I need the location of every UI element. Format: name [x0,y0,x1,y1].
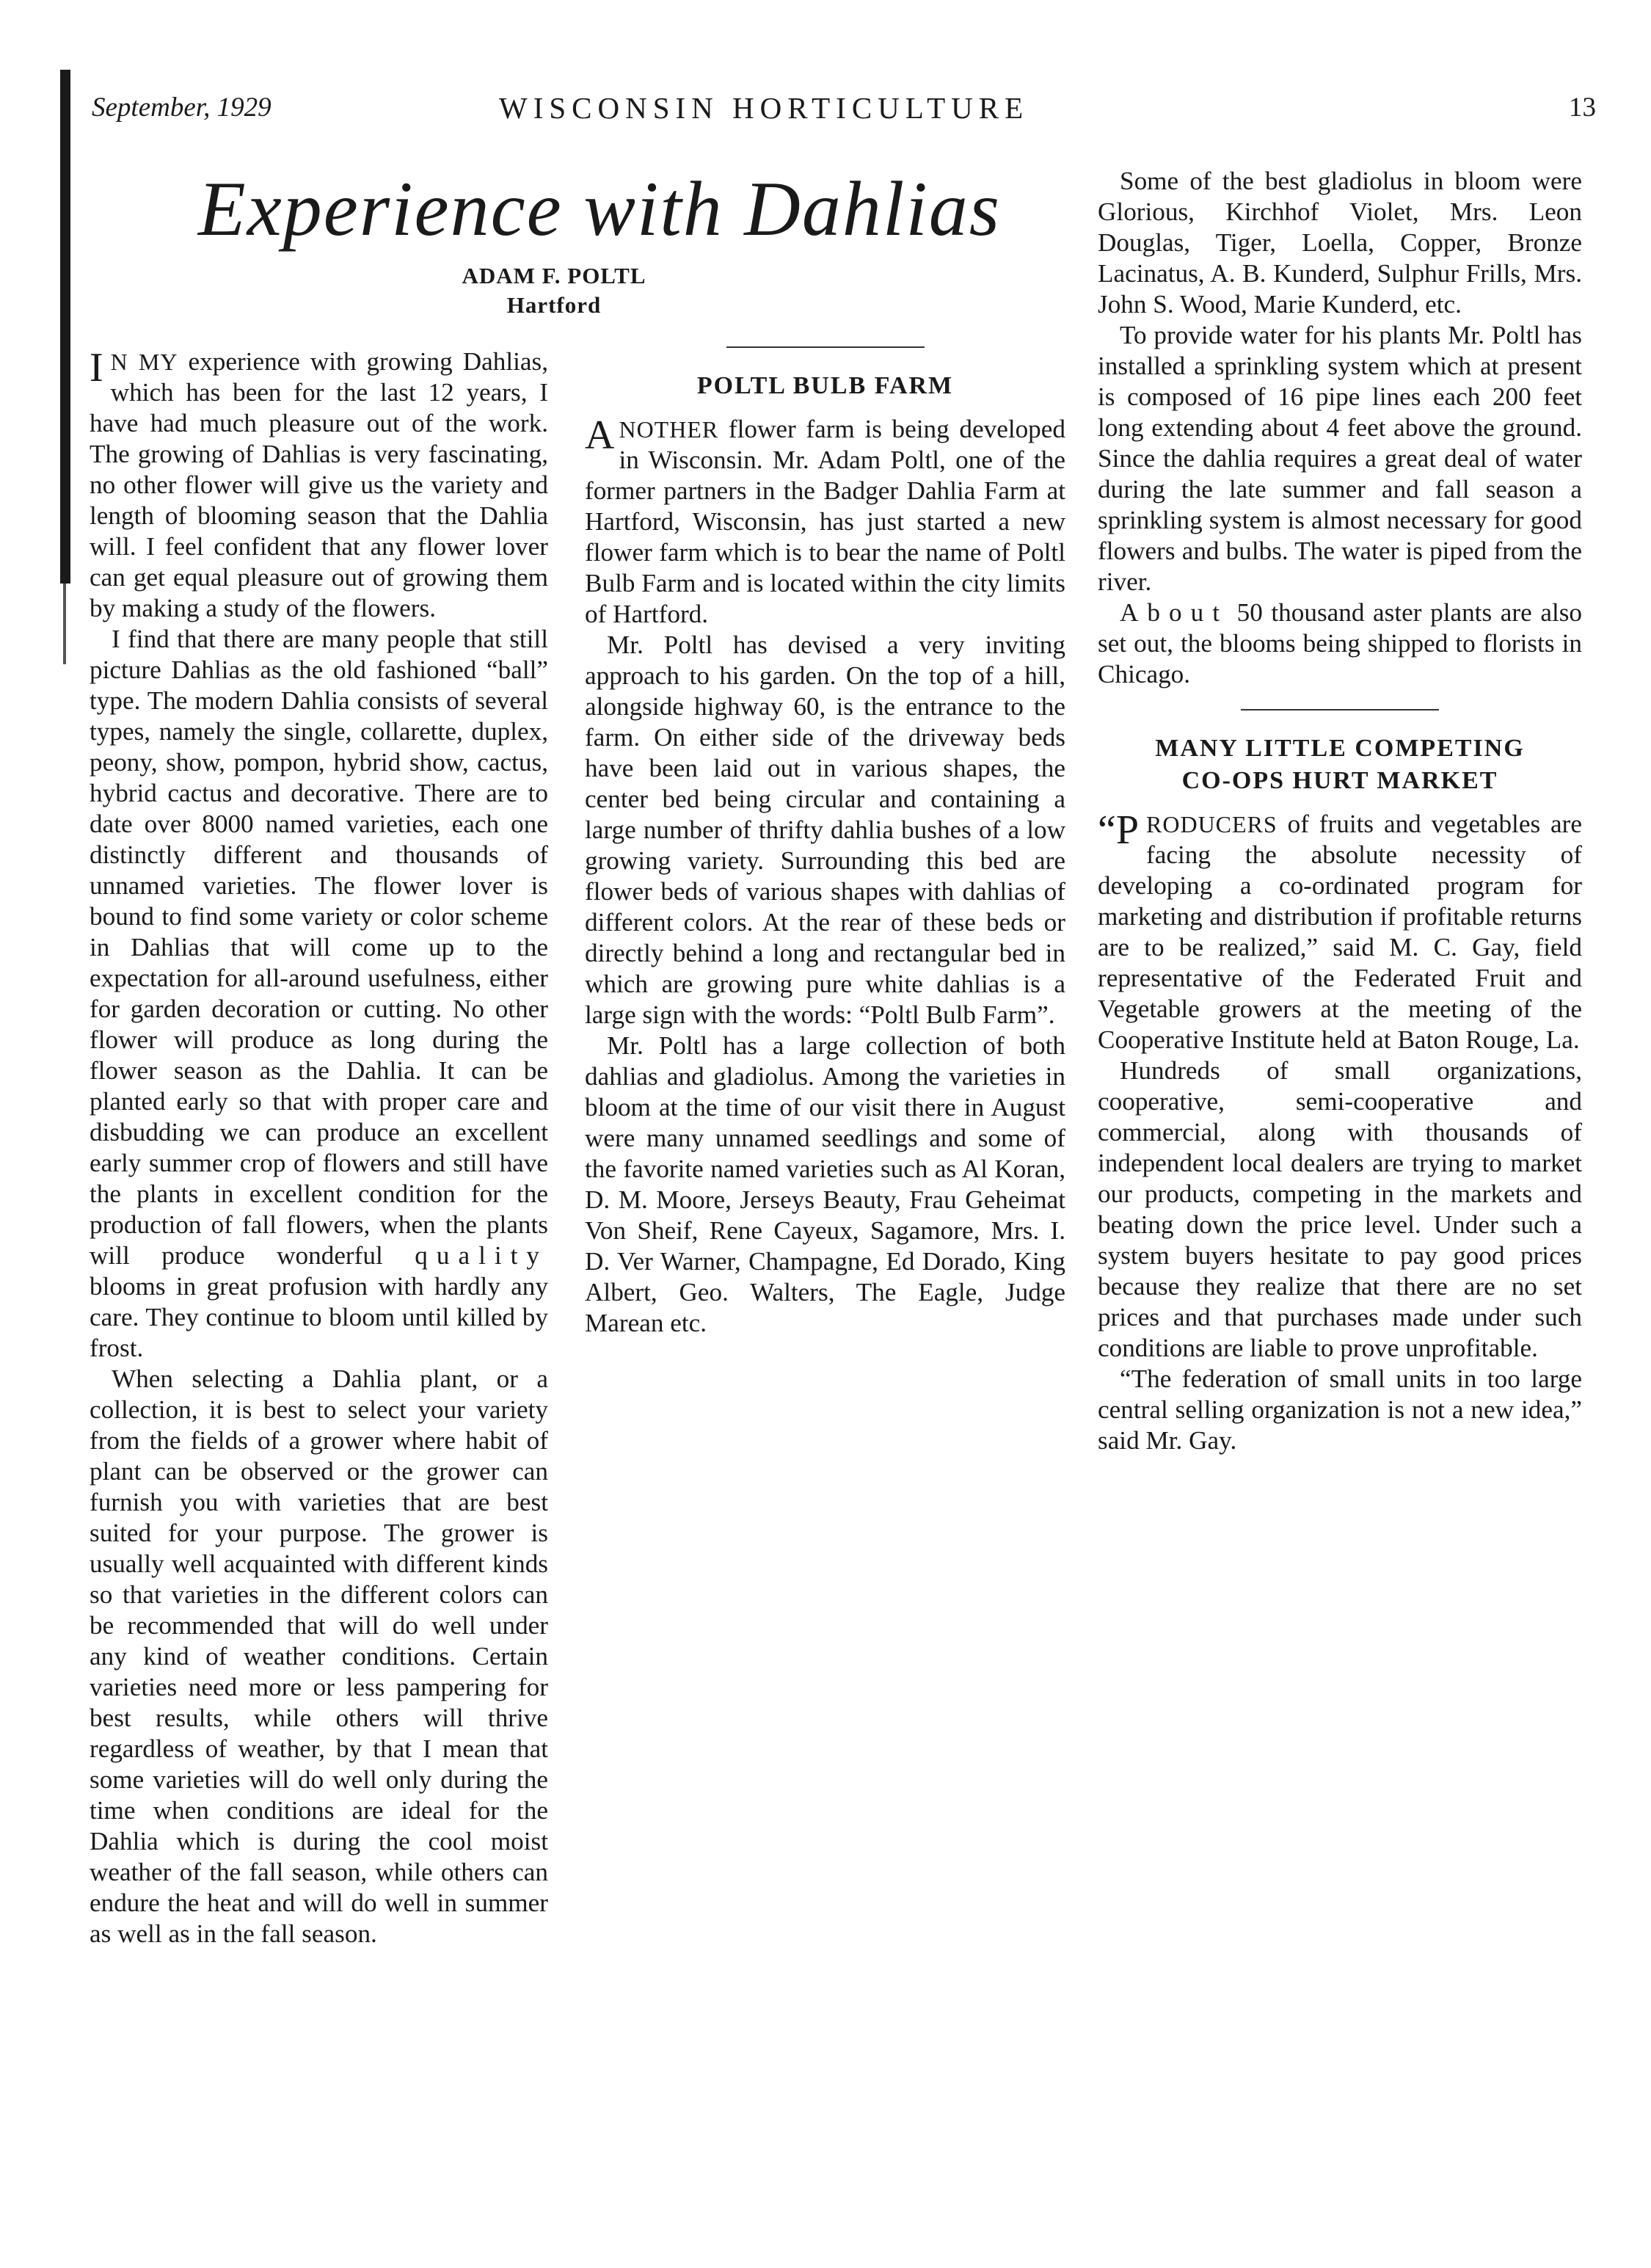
drop-cap: A [585,412,615,458]
running-header [92,92,1596,136]
paragraph-text: Mr. Poltl has a large collection of both dahlias and gladiolus. Among the varieties in bloom at the time of our visit there in August were many unnamed seedlings and some of the favorite named varieties such as Al Koran, D. M. Moore, Jerseys Beauty, Frau Geheimat Von Sheif, Rene Cayeux, Sagamore, Mrs. I. D. Ver Warner, Champagne, Ed Dorado, King Albert, Geo. Walters, The Eagle, Judge Marean etc. [585,1031,1065,1337]
section-heading-bulb-farm: POLTL BULB FARM [696,372,954,399]
paragraph-text: Some of the best gladiolus in bloom were Glorious, Kirchhof Violet, Mrs. Leon Douglas, Tiger, Loella, Copper, Bronze Lacinatus, A. B. Kunderd, Sulphur Frills, Mrs. John S. Wood, Marie Kunderd, etc. [1098,167,1582,319]
issue-date: September, 1929 [92,92,271,123]
paragraph-text: To provide water for his plants Mr. Poltl has installed a sprinkling system which at present is composed of 16 pipe lines each 200 feet long extending about 4 feet above the ground. Since the dahlia requires a great deal of water during the late summer and fall season a sprinkling system is almost necessary for good flowers and bulbs. The water is piped from the river. [1098,321,1582,596]
binding-edge-shadow [63,584,66,664]
bulb-farm-paragraph-6 [1098,597,1582,690]
section-divider [726,346,925,348]
spaced-word: About [1120,598,1228,627]
article-location: Hartford [506,292,602,318]
article-paragraph-1 [90,346,548,624]
drop-cap: “P [1098,807,1139,853]
paragraph-text: Hundreds of small organizations, cooperative, semi-cooperative and commercial, along with thousands of independent local dealers are trying to market our products, competing in the markets and beating down the price level. Under such a system buyers hesitate to pay good prices because they realize that there are no set prices and that purchases made under such conditions are liable to prove unprofitable. [1098,1056,1582,1362]
lead-in: RODUCERS [1146,811,1278,837]
paragraph-text: flower farm is being developed in Wisconsin. Mr. Adam Poltl, one of the former partners in the Badger Dahlia Farm at Hartford, Wisconsin, has just started a new flower farm which is to bear the name of Poltl Bulb Farm and is located within the city limits of Hartford. [585,415,1065,628]
paragraph-text: 50 thousand aster plants are also set out, the blooms being shipped to florists in Chicago. [1098,598,1583,688]
coops-paragraph-1 [1098,809,1582,1055]
spaced-word: quality [415,1241,549,1270]
bulb-farm-paragraph-4 [1098,166,1582,320]
coops-paragraph-3 [1098,1364,1582,1456]
column-2 [585,346,1065,1339]
bulb-farm-paragraph-3 [585,1031,1065,1339]
paragraph-text: Mr. Poltl has devised a very inviting approach to his garden. On the top of a hill, alongside highway 60, is the entrance to the farm. On either side of the driveway beds have been laid out in various shapes, the center bed being circular and containing a large number of thrifty dahlia bushes of a low growing variety. Surrounding this bed are flower beds of various shapes with dahlias of different colors. At the rear of these beds or directly behind a long and rectangular bed in which are growing pure white dahlias is a large sign with the words: “Poltl Bulb Farm”. [585,630,1065,1029]
section-heading-coops [1098,733,1582,797]
drop-cap: I [90,345,103,390]
article-author: ADAM F. POLTL [462,263,646,288]
article-paragraph-2 [90,624,548,1364]
column-3 [1098,166,1582,1456]
paragraph-text: blooms in great profusion with hardly any care. They continue to bloom until killed by frost. [90,1272,548,1362]
paragraph-text: of fruits and vegetables are facing the absolute necessity of developing a co-ordinated program for marketing and distribution if profitable returns are to be realized,” said M. C. Gay, field representative of the Federated Fruit and Vegetable growers at the meeting of the Cooperative Institute held at Baton Rouge, La. [1098,810,1582,1054]
article-paragraph-3 [90,1364,548,1949]
lead-in: N MY [110,349,178,375]
publication-title: WISCONSIN HORTICULTURE [499,91,1029,125]
paragraph-text: I find that there are many people that still picture Dahlias as the old fashioned “ball” type. The modern Dahlia consists of several types, namely the single, collarette, duplex, peony, show, pompon, hybrid show, cactus, hybrid cactus and decorative. There are to date over 8000 named varieties, each one distinctly different and thousands of unnamed varieties. The flower lover is bound to find some variety or color scheme in Dahlias that will come up to the expectation for all-around usefulness, either for garden decoration or cutting. No other flower will produce as long during the flower season as the Dahlia. It can be planted early so that with proper care and disbudding we can produce an excellent early summer crop of flowers and still have the plants in excellent condition for the production of fall flowers, when the plants will produce wonderful [90,625,548,1270]
heading-line: MANY LITTLE COMPETING [1155,735,1525,762]
section-divider [1241,709,1439,710]
column-1 [90,346,548,1949]
lead-in: NOTHER [619,416,719,443]
paragraph-text: When selecting a Dahlia plant, or a collection, it is best to select your variety from the fields of a grower where habit of plant can be observed or the grower can furnish you with varieties that are best suited for your purpose. The grower is usually well acquainted with different kinds so that varieties in the different colors can be recommended that will do well under any kind of weather conditions. Certain varieties need more or less pampering for best results, while others will thrive regardless of weather, by that I mean that some varieties will do well only during the time when conditions are ideal for the Dahlia which is during the cool moist weather of the fall season, while others can endure the heat and will do well in summer as well as in the fall season. [90,1364,548,1948]
bulb-farm-paragraph-2 [585,630,1065,1031]
paragraph-text: experience with growing Dahlias, which has been for the last 12 years, I have had much pleasure out of the work. The growing of Dahlias is very fascinating, no other flower will give us the variety and length of blooming season that the Dahlia will. I feel confident that any flower lover can get equal pleasure out of growing them by making a study of the flowers. [90,347,548,622]
paragraph-text: “The federation of small units in too large central selling organization is not a new idea,” said Mr. Gay. [1098,1364,1582,1455]
bulb-farm-paragraph-1 [585,414,1065,630]
article-title: Experience with Dahlias [198,166,1001,252]
page-number: 13 [1569,92,1596,123]
bulb-farm-paragraph-5 [1098,320,1582,597]
binding-edge [60,70,70,584]
coops-paragraph-2 [1098,1055,1582,1364]
heading-line: CO-OPS HURT MARKET [1181,767,1498,794]
